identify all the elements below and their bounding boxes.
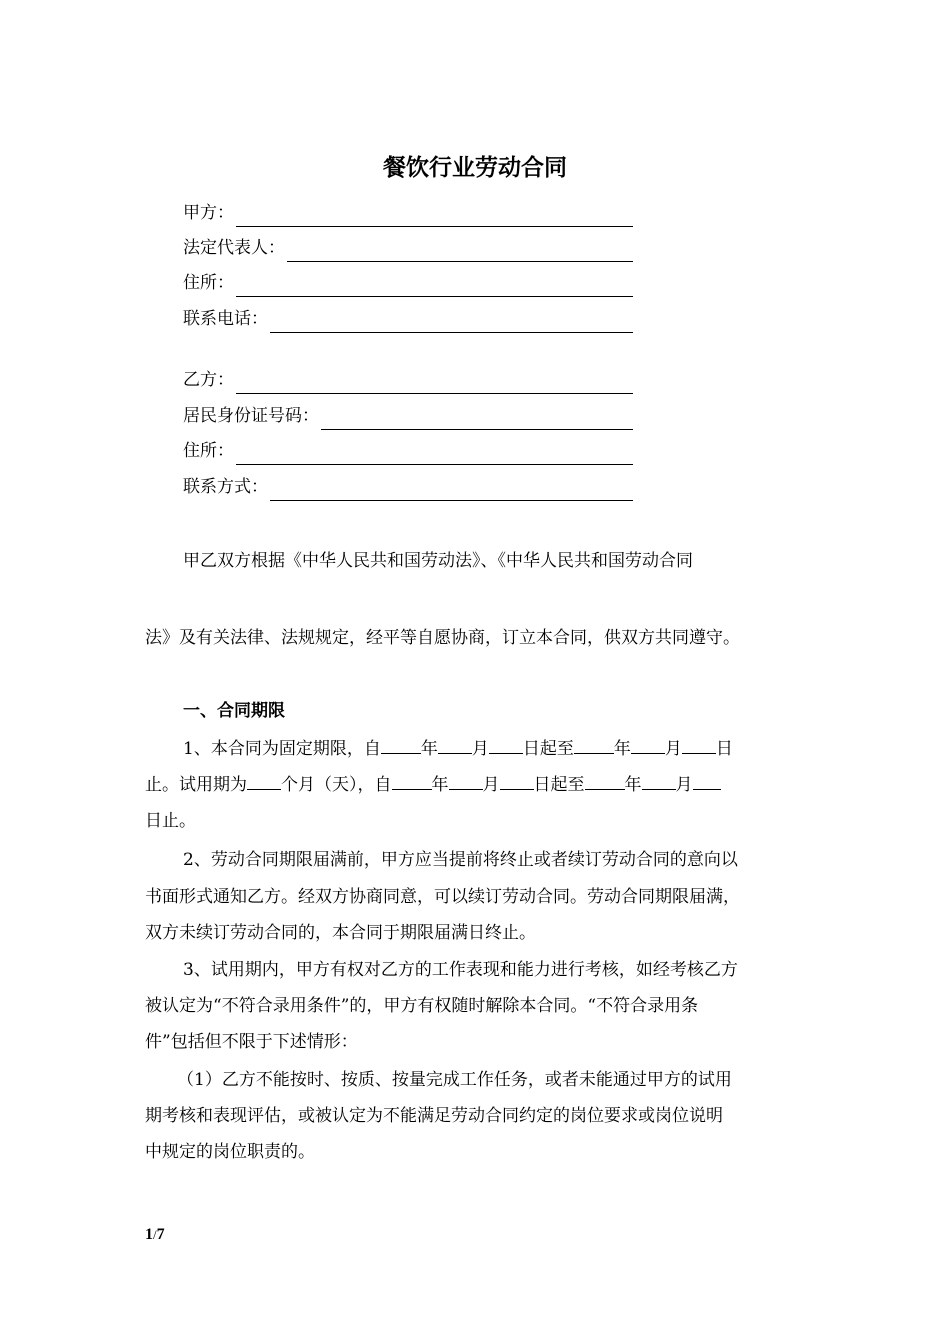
- party-a-phone-field: [183, 303, 633, 333]
- party-b-contact-label: 联系方式：: [183, 477, 268, 497]
- item-1-line-2: [145, 770, 721, 795]
- party-a-phone-label: 联系电话：: [183, 309, 268, 329]
- month-label: 月: [664, 739, 682, 759]
- document-title: 餐饮行业劳动合同: [383, 155, 567, 181]
- day-blank: [682, 735, 716, 754]
- party-b-name-label: 乙方：: [183, 370, 234, 390]
- party-b-id-field: [183, 400, 633, 430]
- item-1-text: 1、本合同为固定期限，自: [183, 739, 381, 759]
- item-3-1-line-3: 中规定的岗位职责的。: [145, 1142, 315, 1162]
- day-blank: [500, 771, 534, 790]
- party-a-rep-blank: [287, 239, 633, 262]
- page-separator: /: [153, 1227, 157, 1242]
- party-b-address-blank: [236, 442, 633, 465]
- party-a-rep-label: 法定代表人：: [183, 238, 285, 258]
- intro-line-2-b: 》及有关法律、法规规定，经平等自愿协商，订立本合同，供双方共同遵守。: [162, 628, 740, 648]
- item-3-1-line-1: （1）乙方不能按时、按质、按量完成工作任务，或者未能通过甲方的试用: [177, 1070, 732, 1090]
- item-3-line-1: 3、试用期内，甲方有权对乙方的工作表现和能力进行考核，如经考核乙方: [183, 960, 738, 980]
- intro-line-1-b: 中华人民共和国劳动合同: [506, 551, 693, 571]
- party-b-address-field: [183, 435, 633, 465]
- party-b-contact-blank: [270, 478, 633, 501]
- year-label: 年: [431, 775, 449, 795]
- party-a-address-label: 住所：: [183, 273, 234, 293]
- month-blank: [438, 735, 472, 754]
- item-3-line-3: 件”包括但不限于下述情形：: [145, 1032, 358, 1052]
- month-label: 月: [482, 775, 500, 795]
- section-1-heading: 一、合同期限: [183, 701, 285, 721]
- item-3-line-2: 被认定为“不符合录用条件”的，甲方有权随时解除本合同。“不符合录用条: [145, 996, 699, 1016]
- year-label: 年: [613, 739, 631, 759]
- month-blank: [642, 771, 676, 790]
- month-blank: [449, 771, 483, 790]
- intro-line-2: [145, 623, 740, 648]
- day-blank: [693, 771, 721, 790]
- intro-line-1-a: 甲乙双方根据《中华人民共和国劳动法》、《: [183, 551, 506, 571]
- probation-text: 止。试用期为: [145, 775, 247, 795]
- intro-line-2-a: 法: [145, 628, 162, 648]
- year-label: 年: [624, 775, 642, 795]
- month-blank: [631, 735, 665, 754]
- party-a-address-field: [183, 267, 633, 297]
- party-a-address-blank: [236, 274, 633, 297]
- year-label: 年: [420, 739, 438, 759]
- party-b-id-label: 居民身份证号码：: [183, 406, 319, 426]
- year-blank: [381, 735, 421, 754]
- party-a-name-field: [183, 197, 633, 227]
- months-days-label: 个月（天），自: [281, 775, 392, 795]
- party-a-name-blank: [236, 204, 633, 227]
- party-b-address-label: 住所：: [183, 441, 234, 461]
- party-a-phone-blank: [270, 310, 633, 333]
- item-3-1-line-2: 期考核和表现评估，或被认定为不能满足劳动合同约定的岗位要求或岗位说明: [145, 1106, 723, 1126]
- party-b-name-blank: [236, 371, 633, 394]
- item-2-line-3: 双方未续订劳动合同的，本合同于期限届满日终止。: [145, 923, 536, 943]
- day-from-label: 日起至: [533, 775, 585, 795]
- day-end-label: 日: [715, 739, 733, 759]
- intro-line-1: [183, 546, 693, 571]
- months-blank: [247, 771, 281, 790]
- month-label: 月: [471, 739, 489, 759]
- page-total: 7: [156, 1226, 165, 1243]
- page-current: 1: [145, 1226, 153, 1243]
- party-b-id-blank: [321, 407, 633, 430]
- item-2-line-2: 书面形式通知乙方。经双方协商同意，可以续订劳动合同。劳动合同期限届满，: [145, 887, 740, 907]
- day-blank: [489, 735, 523, 754]
- year-blank: [392, 771, 432, 790]
- year-blank: [585, 771, 625, 790]
- month-label: 月: [675, 775, 693, 795]
- year-blank: [574, 735, 614, 754]
- party-b-contact-field: [183, 471, 633, 501]
- party-a-name-label: 甲方：: [183, 203, 234, 223]
- item-1-line-3: 日止。: [145, 811, 196, 831]
- day-from-label: 日起至: [522, 739, 574, 759]
- party-a-rep-field: [183, 232, 633, 262]
- item-1-line-1: [183, 734, 733, 759]
- page-number: [145, 1226, 165, 1244]
- item-2-line-1: 2、劳动合同期限届满前，甲方应当提前将终止或者续订劳动合同的意向以: [183, 850, 738, 870]
- party-b-name-field: [183, 364, 633, 394]
